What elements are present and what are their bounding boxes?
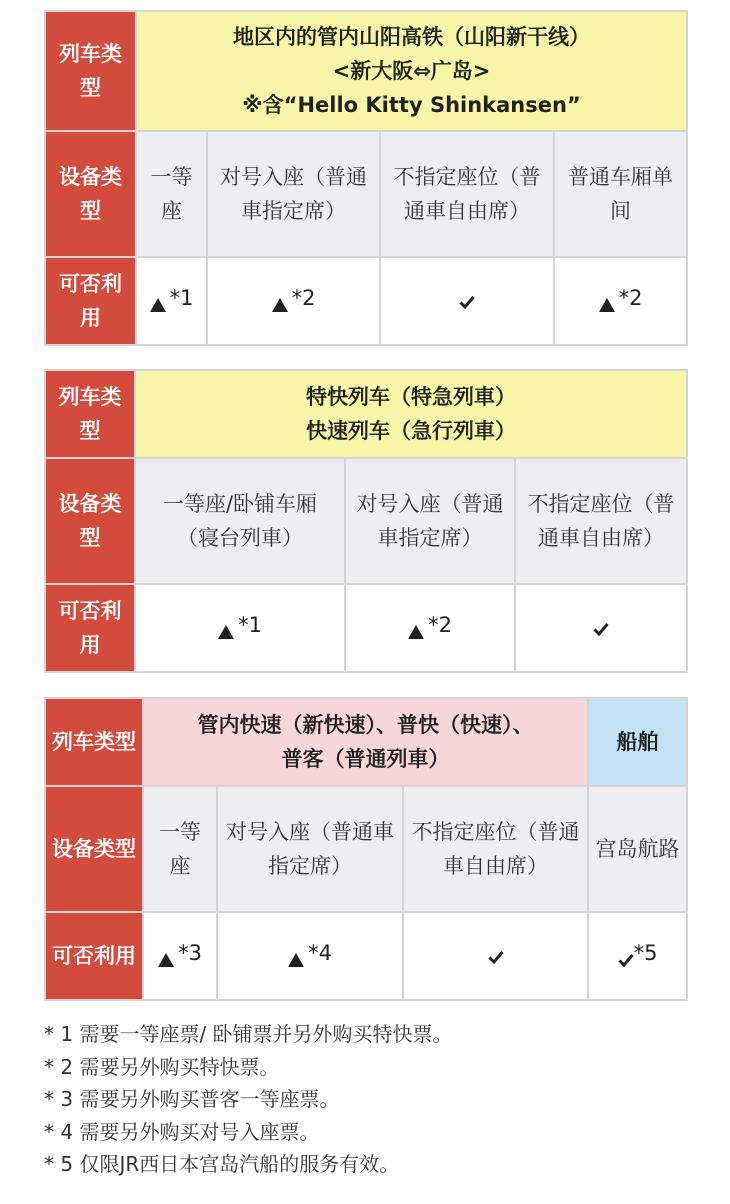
train-name-line: 特快列车（特急列車）: [306, 385, 517, 409]
ship-name-cell: 船舶: [588, 698, 687, 786]
footnote-ref: *5: [633, 941, 658, 965]
seat-type-cell: 不指定座位（普通車自由席）: [403, 786, 588, 912]
train-name-line: 管内快速（新快速）、普快（快速）、: [197, 713, 534, 737]
availability-cell: [403, 912, 588, 1000]
train-note-line: ※含“Hello Kitty Shinkansen”: [242, 93, 581, 117]
triangle-icon: [150, 298, 166, 312]
triangle-icon: [288, 953, 304, 967]
pass-table-sanyo-shinkansen: [44, 10, 688, 346]
footnote: * 5 仅限JR西日本宫岛汽船的服务有效。: [44, 1152, 400, 1177]
availability-cell: [345, 584, 515, 672]
seat-type-cell: 不指定座位（普通車自由席）: [380, 131, 554, 257]
seat-type-cell: 不指定座位（普通車自由席）: [515, 458, 687, 584]
footnote-ref: *1: [238, 613, 262, 637]
availability-label: 可否利用: [45, 912, 143, 1000]
availability-cell: [143, 912, 217, 1000]
seat-type-cell: 一等座: [143, 786, 217, 912]
seat-type-cell: 对号入座（普通車指定席）: [345, 458, 515, 584]
triangle-icon: [158, 953, 174, 967]
train-type-label: 列车类型: [45, 698, 143, 786]
train-type-label: 列车类型: [45, 11, 136, 131]
triangle-icon: [408, 625, 424, 639]
availability-cell: [515, 584, 687, 672]
train-name-cell: [136, 11, 687, 131]
train-route-line: <新大阪⇔广岛>: [332, 59, 491, 83]
footnote: * 4 需要另外购买对号入座票。: [44, 1119, 320, 1144]
train-name-line: 快速列车（急行列車）: [306, 419, 517, 443]
footnote-ref: *2: [618, 286, 643, 310]
train-type-label: 列车类型: [45, 370, 135, 458]
checkmark-icon: [618, 953, 634, 967]
triangle-icon: [599, 298, 615, 312]
footnote-ref: *2: [291, 286, 316, 310]
train-name-cell: [143, 698, 588, 786]
footnote: * 2 需要另外购买特快票。: [44, 1054, 280, 1079]
availability-cell: [207, 257, 380, 345]
pass-table-local-and-ferry: [44, 697, 688, 1001]
availability-label: 可否利用: [45, 257, 136, 345]
train-name-line: 地区内的管内山阳高铁（山阳新干线）: [233, 25, 590, 49]
availability-cell: [380, 257, 554, 345]
seat-type-cell: 普通车厢单间: [554, 131, 687, 257]
footnote-ref: *4: [308, 941, 332, 965]
triangle-icon: [272, 298, 288, 312]
footnote: * 3 需要另外购买普客一等座票。: [44, 1087, 340, 1112]
footnote-ref: *2: [428, 613, 452, 637]
seat-type-label: 设备类型: [45, 131, 136, 257]
train-name-cell: [135, 370, 687, 458]
footnotes: [44, 1018, 704, 1181]
seat-type-label: 设备类型: [45, 458, 135, 584]
seat-type-cell: 一等座: [136, 131, 207, 257]
footnote-ref: *3: [178, 941, 202, 965]
seat-type-cell: 一等座/卧铺车厢（寝台列車）: [135, 458, 345, 584]
triangle-icon: [218, 625, 234, 639]
availability-cell: [136, 257, 207, 345]
availability-label: 可否利用: [45, 584, 135, 672]
pass-table-express: [44, 369, 688, 673]
footnote: * 1 需要一等座票/ 卧铺票并另外购买特快票。: [44, 1022, 453, 1046]
checkmark-icon: [488, 950, 504, 964]
availability-cell: [554, 257, 687, 345]
availability-cell: [588, 912, 687, 1000]
checkmark-icon: [459, 295, 475, 309]
seat-type-cell: 对号入座（普通車指定席）: [217, 786, 403, 912]
seat-type-label: 设备类型: [45, 786, 143, 912]
footnote-ref: *1: [169, 286, 194, 310]
train-name-line: 普客（普通列車）: [281, 747, 450, 771]
seat-type-cell: 宫岛航路: [588, 786, 687, 912]
checkmark-icon: [593, 622, 609, 636]
availability-cell: [135, 584, 345, 672]
seat-type-cell: 对号入座（普通車指定席）: [207, 131, 380, 257]
availability-cell: [217, 912, 403, 1000]
